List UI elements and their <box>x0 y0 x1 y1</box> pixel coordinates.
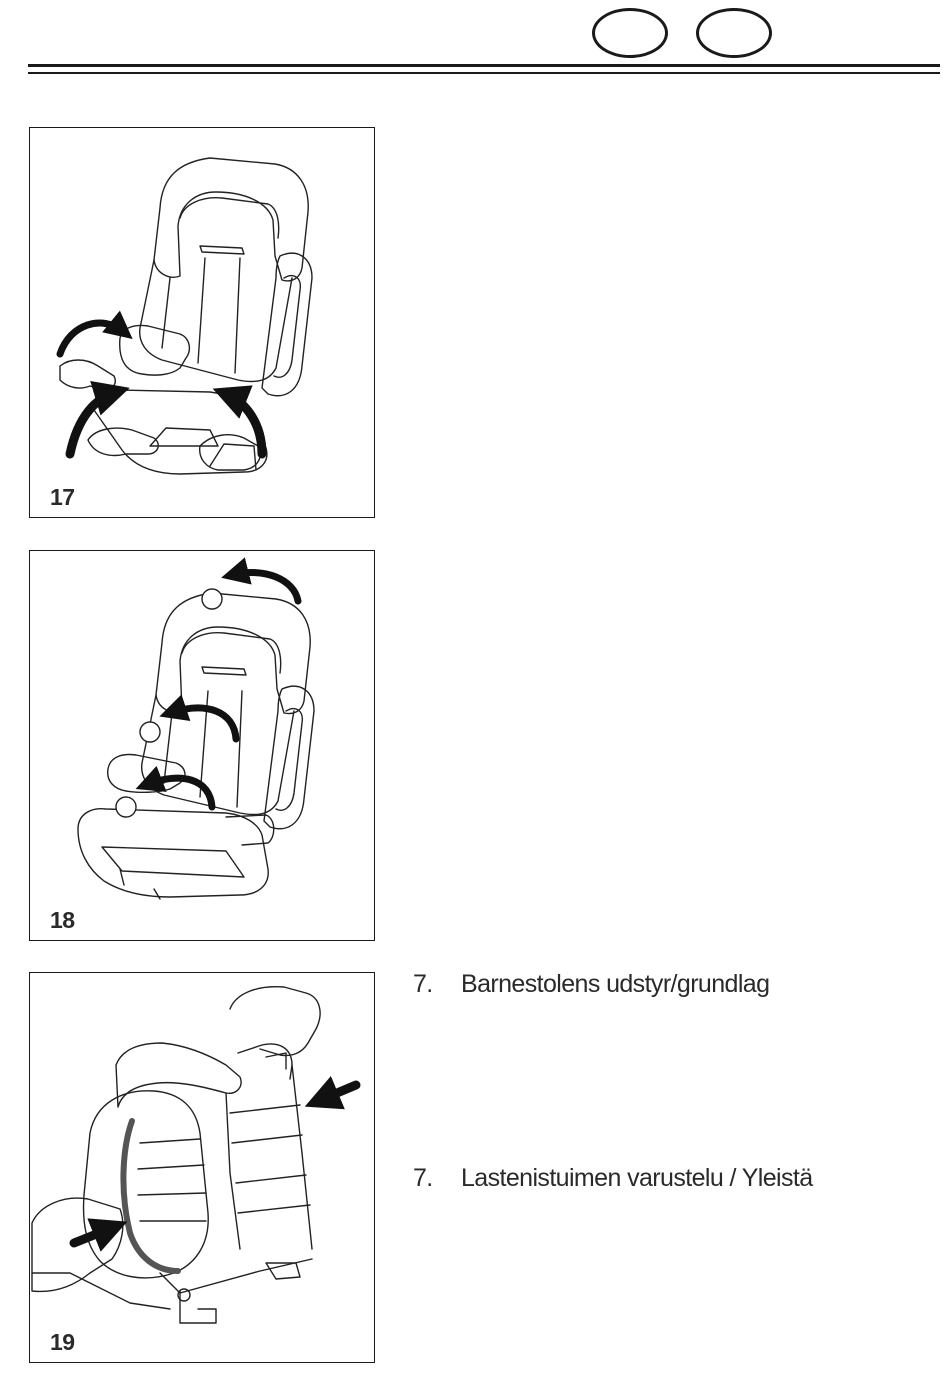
header-rule-thin <box>28 72 940 74</box>
headrest <box>156 593 310 714</box>
backrest-rear <box>226 1065 312 1249</box>
language-badge-1 <box>592 8 668 58</box>
hand-left <box>60 360 115 390</box>
section-heading-finnish <box>413 1164 813 1193</box>
arrow-2 <box>170 708 236 739</box>
figure-19-illustration <box>30 973 375 1363</box>
side-wing <box>264 686 314 828</box>
release-point-2 <box>140 722 160 742</box>
arrow-left <box>74 1227 114 1243</box>
figure-17-panel <box>29 127 375 518</box>
section-title: Lastenistuimen varustelu / Yleistä <box>461 1164 813 1192</box>
seat-base <box>160 1259 312 1293</box>
figure-number: 17 <box>50 484 75 510</box>
figure-18-illustration <box>30 551 375 941</box>
release-point-1 <box>202 589 222 609</box>
section-number: 7. <box>413 970 433 998</box>
seat-cushion <box>120 326 190 376</box>
language-badge-2 <box>696 8 772 58</box>
arrow-upper-left <box>60 323 124 354</box>
section-number: 7. <box>413 1164 433 1192</box>
side-impact-pad <box>84 1091 209 1278</box>
headrest <box>230 987 320 1056</box>
backrest <box>140 260 292 382</box>
hand-lower-right <box>200 435 261 470</box>
header-rule-thick <box>28 64 940 67</box>
isofix-connector-left <box>180 1291 216 1323</box>
side-wing <box>262 253 312 395</box>
figure-17-illustration <box>30 128 375 518</box>
figure-number: 18 <box>50 907 75 933</box>
section-title: Barnestolens udstyr/grundlag <box>461 970 770 998</box>
figure-19-panel <box>29 972 375 1363</box>
headrest <box>154 158 308 281</box>
headrest-guide <box>238 1044 292 1079</box>
arrow-3 <box>146 778 212 807</box>
arrow-lower-left <box>70 392 116 454</box>
figure-18-panel <box>29 550 375 941</box>
arrow-right <box>318 1085 356 1101</box>
figure-number: 19 <box>50 1329 75 1355</box>
release-point-3 <box>116 797 136 817</box>
section-heading-danish <box>413 970 769 999</box>
arrow-1 <box>232 573 298 601</box>
